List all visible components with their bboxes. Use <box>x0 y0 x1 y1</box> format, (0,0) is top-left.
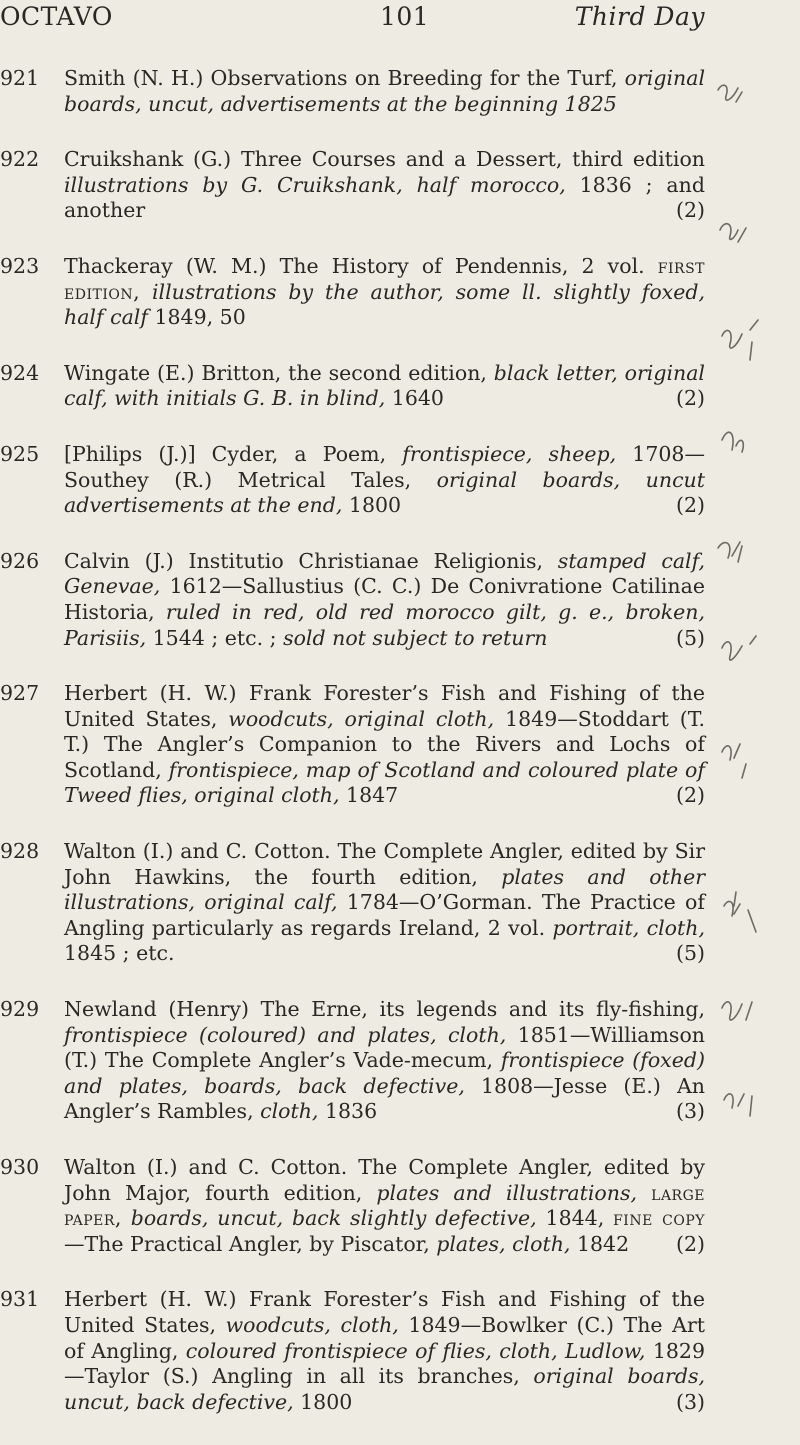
description-segment: Thackeray (W. M.) The History of Pendennis, 2 vol. <box>64 253 658 278</box>
pencil-tick-5 <box>718 542 742 562</box>
description-segment: illustrations by the author, some ll. slightly foxed, half calf <box>64 279 705 330</box>
pencil-tick-7 <box>722 744 746 778</box>
lot-description <box>64 66 705 117</box>
description-segment: 1829—Taylor (S.) Angling in all its branches, <box>64 1338 705 1389</box>
lot-description <box>64 1155 705 1257</box>
description-segment: portrait, cloth, <box>552 915 705 940</box>
volume-count: (2) <box>675 493 705 518</box>
description-segment: Newland (Henry) The Erne, its legends and its fly-fishing, <box>64 997 705 1022</box>
lot-entry <box>0 442 705 519</box>
description-segment: large paper, <box>64 1180 705 1231</box>
lot-list <box>0 66 705 1445</box>
description-segment: original boards, uncut advertisements at the end, <box>64 467 705 518</box>
description-segment: Calvin (J.) Institutio Christianae Religionis, <box>64 548 558 573</box>
lot-entry <box>0 997 705 1125</box>
lot-number: 927 <box>0 681 40 706</box>
lot-entry <box>0 1155 705 1257</box>
description-segment: sold not subject to return <box>283 625 548 650</box>
description-segment <box>637 1181 651 1205</box>
description-segment: frontispiece, map of Scotland and coloured plate of Tweed flies, original cloth, <box>64 757 705 808</box>
lot-description <box>64 442 705 519</box>
description-segment: woodcuts, original cloth, <box>228 706 495 731</box>
lot-entry <box>0 681 705 809</box>
volume-count: (2) <box>675 1231 705 1256</box>
description-segment: 1847 <box>339 783 399 808</box>
pencil-tick-9 <box>722 1002 752 1020</box>
description-segment: 1640 <box>385 386 444 411</box>
lot-entry <box>0 1287 705 1415</box>
description-segment: original boards, uncut, advertisements at the beginning 1825 <box>64 66 705 116</box>
description-segment: 1845 ; etc. <box>64 941 175 966</box>
lot-description <box>64 1287 705 1415</box>
description-segment: black letter, original calf, with initials G. B. in blind, <box>64 360 705 411</box>
description-segment: 1800 <box>342 493 402 518</box>
description-segment: Walton (I.) and C. Cotton. The Complete Angler, edited by Sir John Hawkins, the fourth edition, <box>64 839 705 889</box>
lot-number: 925 <box>0 441 40 466</box>
description-segment: 1784—O’Gorman. The Practice of Angling particularly as regards Ireland, 2 vol. <box>64 890 705 940</box>
lot-number: 929 <box>0 997 40 1022</box>
volume-count: (5) <box>675 625 705 650</box>
description-segment: plates, cloth, <box>436 1231 571 1256</box>
description-segment: frontispiece, sheep, <box>402 441 617 466</box>
description-segment: 1851—Williamson (T.) The Complete Angler’s Vade-mecum, <box>64 1022 705 1073</box>
pencil-tick-3 <box>722 320 758 360</box>
volume-count: (3) <box>675 1099 705 1124</box>
description-segment: 1844, <box>536 1206 614 1231</box>
description-segment: illustrations by G. Cruikshank, half morocco, <box>64 172 566 197</box>
lot-number: 926 <box>0 548 40 573</box>
description-segment: —The Practical Angler, by Piscator, <box>64 1231 437 1256</box>
lot-description <box>64 681 705 809</box>
lot-description <box>64 361 705 412</box>
description-segment: ruled in red, old red morocco gilt, g. e., broken, Parisiis, <box>64 599 705 650</box>
page-header <box>0 2 705 42</box>
lot-entry <box>0 254 705 331</box>
header-format: OCTAVO <box>0 2 113 31</box>
description-segment: 1836 <box>318 1099 378 1124</box>
header-day: Third Day <box>574 2 705 31</box>
lot-entry <box>0 839 705 967</box>
lot-description <box>64 254 705 331</box>
description-segment: 1849—Stoddart (T. T.) The Angler’s Companion to the Rivers and Lochs of Scotland, <box>64 706 705 782</box>
lot-number: 922 <box>0 147 40 172</box>
description-segment: stamped calf, Genevae, <box>64 548 705 599</box>
description-segment: coloured frontispiece of flies, cloth, Ludlow, <box>185 1338 646 1363</box>
description-segment: frontispiece (foxed) and plates, boards, back defective, <box>64 1048 705 1098</box>
volume-count: (2) <box>675 198 705 223</box>
description-segment: frontispiece (coloured) and plates, cloth, <box>64 1022 507 1047</box>
description-segment: 1842 <box>570 1231 630 1256</box>
pencil-tick-8 <box>724 892 756 932</box>
lot-number: 930 <box>0 1155 40 1179</box>
lot-number: 921 <box>0 66 40 90</box>
description-segment: [Philips (J.)] Cyder, a Poem, <box>64 441 403 466</box>
description-segment: 1800 <box>293 1389 353 1414</box>
lot-number: 928 <box>0 839 40 864</box>
description-segment: Wingate (E.) Britton, the second edition, <box>64 360 494 385</box>
pencil-tick-1 <box>718 85 742 102</box>
description-segment: Herbert (H. W.) Frank Forester’s Fish and Fishing of the United States, <box>64 1287 705 1337</box>
description-segment: 1849, 50 <box>147 305 246 330</box>
description-segment: 1612—Sallustius (C. C.) De Conivratione Catilinae Historia, <box>64 574 705 624</box>
lot-number: 931 <box>0 1287 40 1312</box>
description-segment: Cruikshank (G.) Three Courses and a Dessert, third edition <box>64 147 705 172</box>
pencil-marks <box>712 80 800 1140</box>
description-segment: Herbert (H. W.) Frank Forester’s Fish and Fishing of the United States, <box>64 681 705 731</box>
description-segment: fine copy <box>613 1206 705 1231</box>
description-segment: first edition, <box>64 253 705 304</box>
description-segment: plates and other illustrations, original calf, <box>64 864 705 915</box>
lot-entry <box>0 549 705 651</box>
pencil-tick-4 <box>722 432 743 452</box>
description-segment: original boards, uncut, back defective, <box>64 1364 705 1414</box>
description-segment: 1849—Bowlker (C.) The Art of Angling, <box>64 1312 705 1363</box>
volume-count: (3) <box>675 1389 705 1414</box>
description-segment: Smith (N. H.) Observations on Breeding for the Turf, <box>64 66 625 90</box>
lot-description <box>64 839 705 967</box>
volume-count: (5) <box>675 941 705 966</box>
pencil-tick-2 <box>720 224 746 242</box>
lot-number: 924 <box>0 360 40 385</box>
description-segment: Walton (I.) and C. Cotton. The Complete Angler, edited by John Major, fourth edition, <box>64 1155 705 1205</box>
description-segment: 1808—Jesse (E.) An Angler’s Rambles, <box>64 1073 706 1124</box>
description-segment: boards, uncut, back slightly defective, <box>121 1206 537 1231</box>
volume-count: (2) <box>675 783 705 808</box>
page-number: 101 <box>380 2 430 31</box>
volume-count: (2) <box>675 386 705 411</box>
description-segment: plates and illustrations, <box>376 1180 638 1205</box>
lot-entry <box>0 361 705 412</box>
description-segment: 1544 ; etc. ; <box>146 625 284 650</box>
lot-description <box>64 997 705 1125</box>
lot-number: 923 <box>0 253 40 278</box>
pencil-tick-10 <box>724 1094 752 1116</box>
lot-description <box>64 549 705 651</box>
description-segment: woodcuts, cloth, <box>225 1312 399 1337</box>
description-segment: 1708—Southey (R.) Metrical Tales, <box>64 441 705 492</box>
lot-entry <box>0 147 705 224</box>
lot-entry <box>0 66 705 117</box>
pencil-tick-6 <box>722 636 756 660</box>
lot-description <box>64 147 705 224</box>
description-segment: cloth, <box>260 1099 319 1124</box>
description-segment: 1836 ; and another <box>64 172 705 223</box>
